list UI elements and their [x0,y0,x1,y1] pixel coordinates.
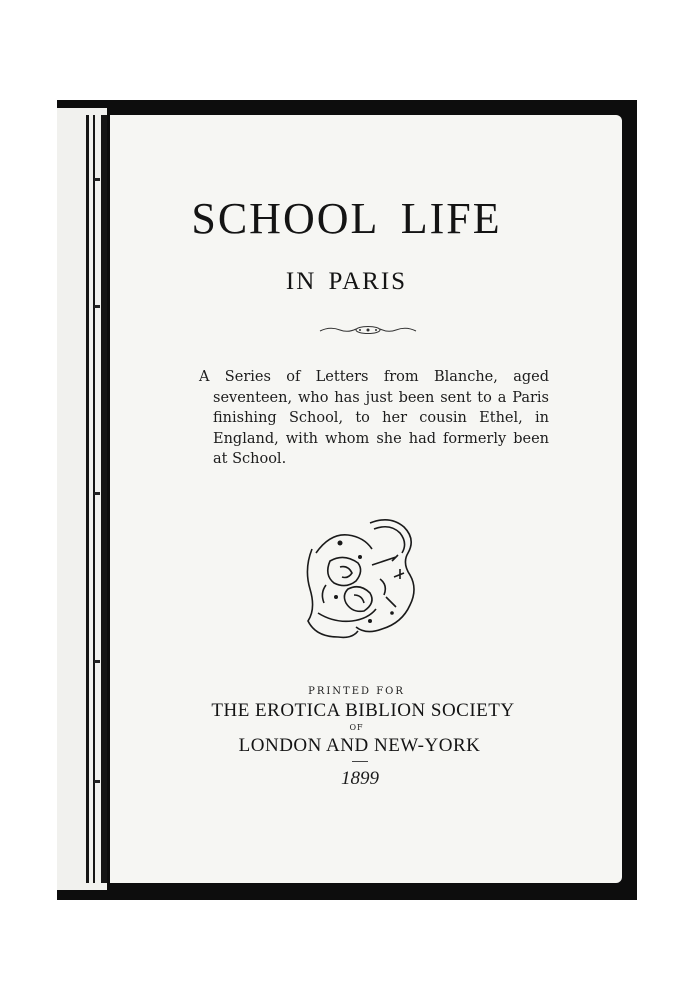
book-subtitle: IN PARIS [285,268,408,295]
binding-notch [94,492,100,495]
publisher-cities: LONDON AND NEW-YORK [238,735,481,756]
publication-year: 1899 [341,768,379,789]
book-title: SCHOOL LIFE [191,194,502,243]
binding-notch [94,660,100,663]
imprint-rule [352,761,368,762]
publisher-name: THE EROTICA BIBLION SOCIETY [211,700,515,721]
floral-rule-ornament-icon [318,323,418,337]
printed-for-label: PRINTED FOR [308,686,405,697]
imprint-of: OF [349,723,364,732]
printers-device-emblem-icon [300,513,426,646]
book-description: A Series of Letters from Blanche, aged seventeen, who has just been sent to a Paris finishing School, to her cousin Ethel, in England, with whom she had formerly been at School. [199,369,549,467]
binding-notch [94,305,100,308]
binding-notch [94,178,100,181]
